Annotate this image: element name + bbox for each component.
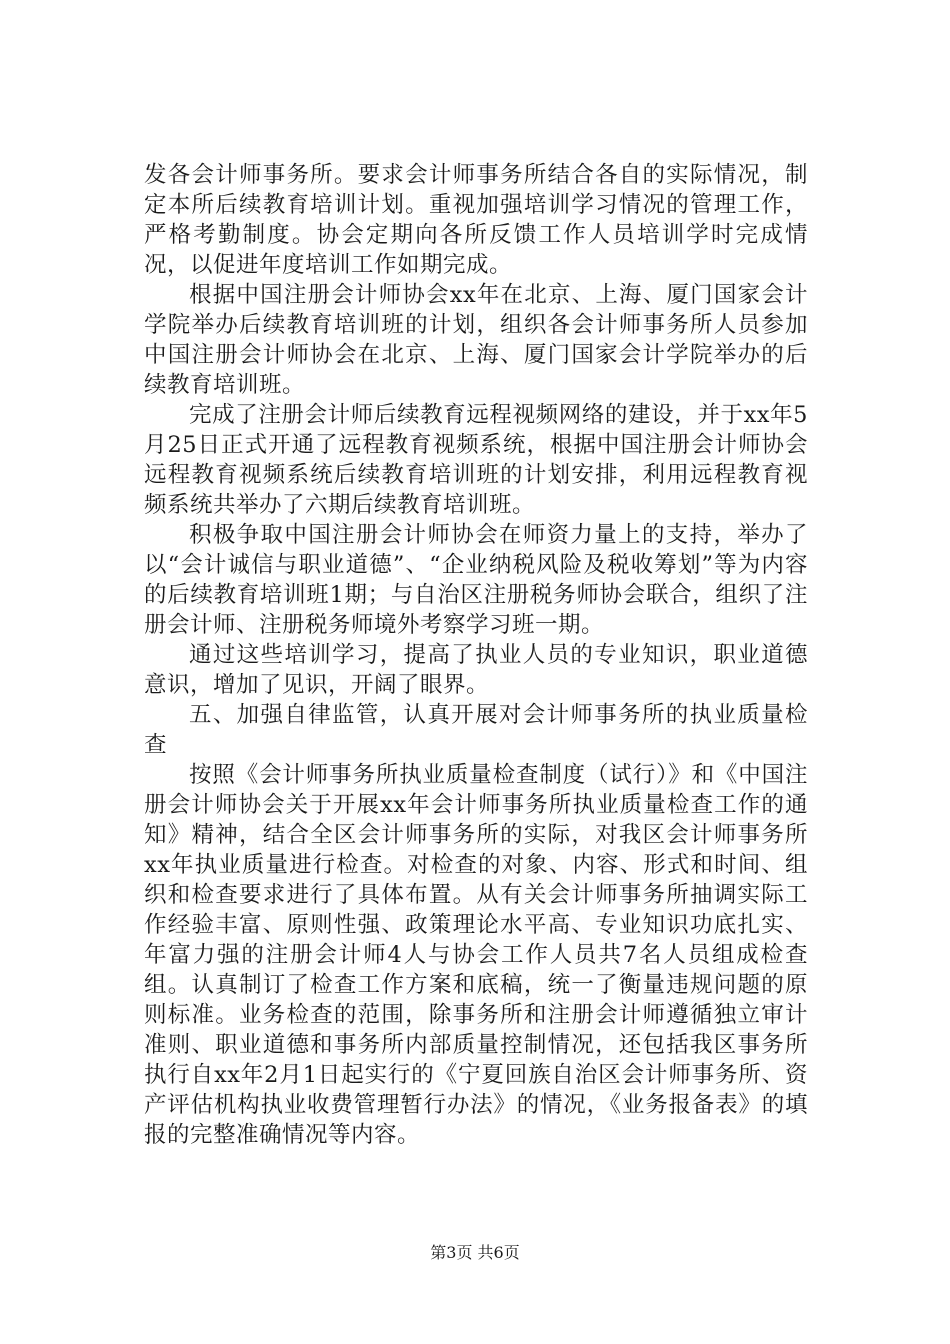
paragraph-5: 通过这些培训学习，提高了执业人员的专业知识，职业道德意识，增加了见识，开阔了眼界。 xyxy=(144,642,808,698)
paragraph-6: 按照《会计师事务所执业质量检查制度（试行）》和《中国注册会计师协会关于开展xx年会计师事务所执业质量检查工作的通知》精神，结合全区会计师事务所的实际，对我区会计师事务所xx年执业质量进行检查。对检查的对象、内容、形式和时间、组织和检查要求进行了具体布置。从有关会计师事务所抽调实际工作经验丰富、原则性强、政策理论水平高、专业知识功底扎实、年富力强的注册会计师4人与协会工作人员共7名人员组成检查组。认真制订了检查工作方案和底稿，统一了衡量违规问题的原则标准。业务检查的范围，除事务所和注册会计师遵循独立审计准则、职业道德和事务所内部质量控制情况，还包括我区事务所执行自xx年2月1日起实行的《宁夏回族自治区会计师事务所、资产评估机构执业收费管理暂行办法》的情况，《业务报备表》的填报的完整准确情况等内容。 xyxy=(144,762,808,1148)
document-body xyxy=(144,160,808,1150)
paragraph-1: 发各会计师事务所。要求会计师事务所结合各自的实际情况，制定本所后续教育培训计划。重视加强培训学习情况的管理工作，严格考勤制度。协会定期向各所反馈工作人员培训学时完成情况，以促进年度培训工作如期完成。 xyxy=(144,162,808,278)
paragraph-2: 根据中国注册会计师协会xx年在北京、上海、厦门国家会计学院举办后续教育培训班的计划，组织各会计师事务所人员参加中国注册会计师协会在北京、上海、厦门国家会计学院举办的后续教育培训班。 xyxy=(144,282,808,398)
page-footer: 第3页 共6页 xyxy=(430,1243,520,1262)
section-heading: 五、加强自律监管，认真开展对会计师事务所的执业质量检查 xyxy=(144,702,808,758)
paragraph-3: 完成了注册会计师后续教育远程视频网络的建设，并于xx年5月25日正式开通了远程教育视频系统，根据中国注册会计师协会远程教育视频系统后续教育培训班的计划安排，利用远程教育视频系统共举办了六期后续教育培训班。 xyxy=(144,402,808,518)
paragraph-4: 积极争取中国注册会计师协会在师资力量上的支持，举办了以“会计诚信与职业道德”、“企业纳税风险及税收筹划”等为内容的后续教育培训班1期；与自治区注册税务师协会联合，组织了注册会计师、注册税务师境外考察学习班一期。 xyxy=(144,522,808,638)
